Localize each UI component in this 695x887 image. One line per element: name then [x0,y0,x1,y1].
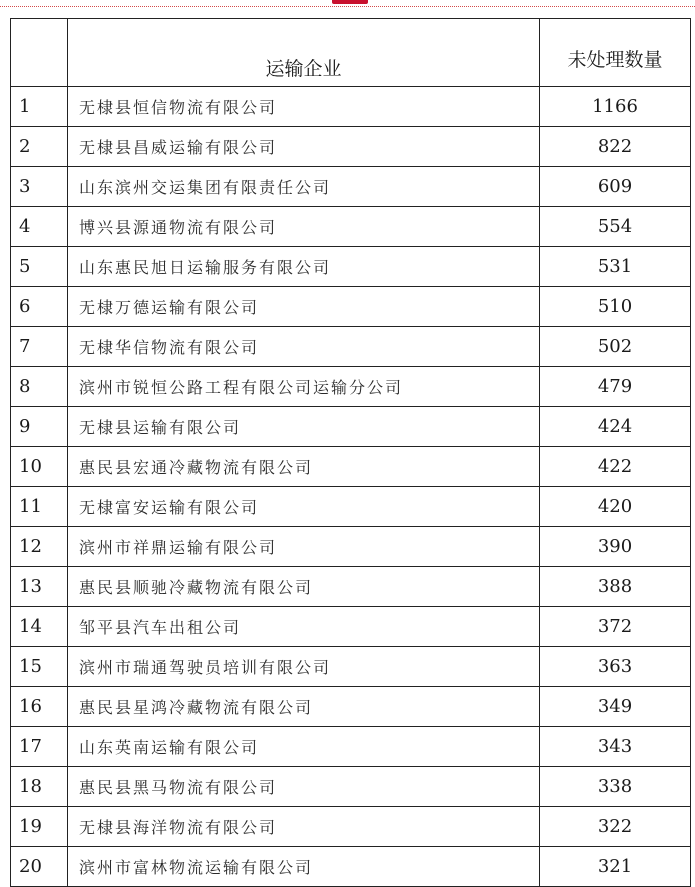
row-index: 5 [11,247,68,287]
row-unprocessed-count: 502 [540,327,691,367]
header-count: 未处理数量 [540,19,691,87]
row-index: 10 [11,447,68,487]
row-index: 3 [11,167,68,207]
row-company-name: 博兴县源通物流有限公司 [68,207,540,247]
unprocessed-violations-table [10,18,691,887]
row-company-name: 滨州市祥鼎运输有限公司 [68,527,540,567]
table-row [11,287,691,327]
row-company-name: 惠民县黑马物流有限公司 [68,767,540,807]
row-company-name: 山东滨州交运集团有限责任公司 [68,167,540,207]
row-index: 14 [11,607,68,647]
row-unprocessed-count: 609 [540,167,691,207]
table-body [11,87,691,887]
row-company-name: 无棣县海洋物流有限公司 [68,807,540,847]
row-index: 13 [11,567,68,607]
table-row [11,207,691,247]
row-unprocessed-count: 343 [540,727,691,767]
table-row [11,247,691,287]
row-company-name: 惠民县宏通冷藏物流有限公司 [68,447,540,487]
row-company-name: 惠民县顺驰冷藏物流有限公司 [68,567,540,607]
header-index [11,19,68,87]
row-unprocessed-count: 372 [540,607,691,647]
table-row [11,847,691,887]
table-row [11,767,691,807]
row-index: 17 [11,727,68,767]
row-company-name: 山东英南运输有限公司 [68,727,540,767]
row-company-name: 滨州市瑞通驾驶员培训有限公司 [68,647,540,687]
row-index: 8 [11,367,68,407]
table-row [11,87,691,127]
row-unprocessed-count: 338 [540,767,691,807]
row-unprocessed-count: 422 [540,447,691,487]
table-row [11,807,691,847]
row-index: 15 [11,647,68,687]
row-index: 9 [11,407,68,447]
row-index: 12 [11,527,68,567]
row-unprocessed-count: 420 [540,487,691,527]
row-index: 19 [11,807,68,847]
table-row [11,407,691,447]
row-company-name: 无棣县运输有限公司 [68,407,540,447]
row-company-name: 无棣华信物流有限公司 [68,327,540,367]
row-unprocessed-count: 1166 [540,87,691,127]
row-company-name: 惠民县星鸿冷藏物流有限公司 [68,687,540,727]
top-divider-line [0,6,695,7]
table-row [11,487,691,527]
table-row [11,727,691,767]
row-unprocessed-count: 321 [540,847,691,887]
row-unprocessed-count: 388 [540,567,691,607]
row-index: 20 [11,847,68,887]
row-unprocessed-count: 424 [540,407,691,447]
row-unprocessed-count: 363 [540,647,691,687]
row-company-name: 山东惠民旭日运输服务有限公司 [68,247,540,287]
table-row [11,567,691,607]
row-unprocessed-count: 390 [540,527,691,567]
row-unprocessed-count: 479 [540,367,691,407]
row-index: 18 [11,767,68,807]
row-company-name: 滨州市锐恒公路工程有限公司运输分公司 [68,367,540,407]
row-index: 16 [11,687,68,727]
row-company-name: 滨州市富林物流运输有限公司 [68,847,540,887]
row-unprocessed-count: 322 [540,807,691,847]
row-unprocessed-count: 822 [540,127,691,167]
row-index: 6 [11,287,68,327]
row-unprocessed-count: 510 [540,287,691,327]
row-index: 1 [11,87,68,127]
row-index: 4 [11,207,68,247]
table-row [11,327,691,367]
row-company-name: 无棣万德运输有限公司 [68,287,540,327]
header-company: 运输企业 [68,19,540,87]
table-header-row [11,19,691,87]
table-row [11,127,691,167]
row-unprocessed-count: 349 [540,687,691,727]
row-company-name: 邹平县汽车出租公司 [68,607,540,647]
row-index: 7 [11,327,68,367]
table-row [11,447,691,487]
table-row [11,527,691,567]
row-index: 11 [11,487,68,527]
table-row [11,167,691,207]
table-row [11,687,691,727]
row-company-name: 无棣县昌威运输有限公司 [68,127,540,167]
row-index: 2 [11,127,68,167]
row-unprocessed-count: 531 [540,247,691,287]
row-unprocessed-count: 554 [540,207,691,247]
table-row [11,647,691,687]
row-company-name: 无棣县恒信物流有限公司 [68,87,540,127]
row-company-name: 无棣富安运输有限公司 [68,487,540,527]
table-row [11,607,691,647]
table-row [11,367,691,407]
top-decoration-bar [332,0,368,4]
